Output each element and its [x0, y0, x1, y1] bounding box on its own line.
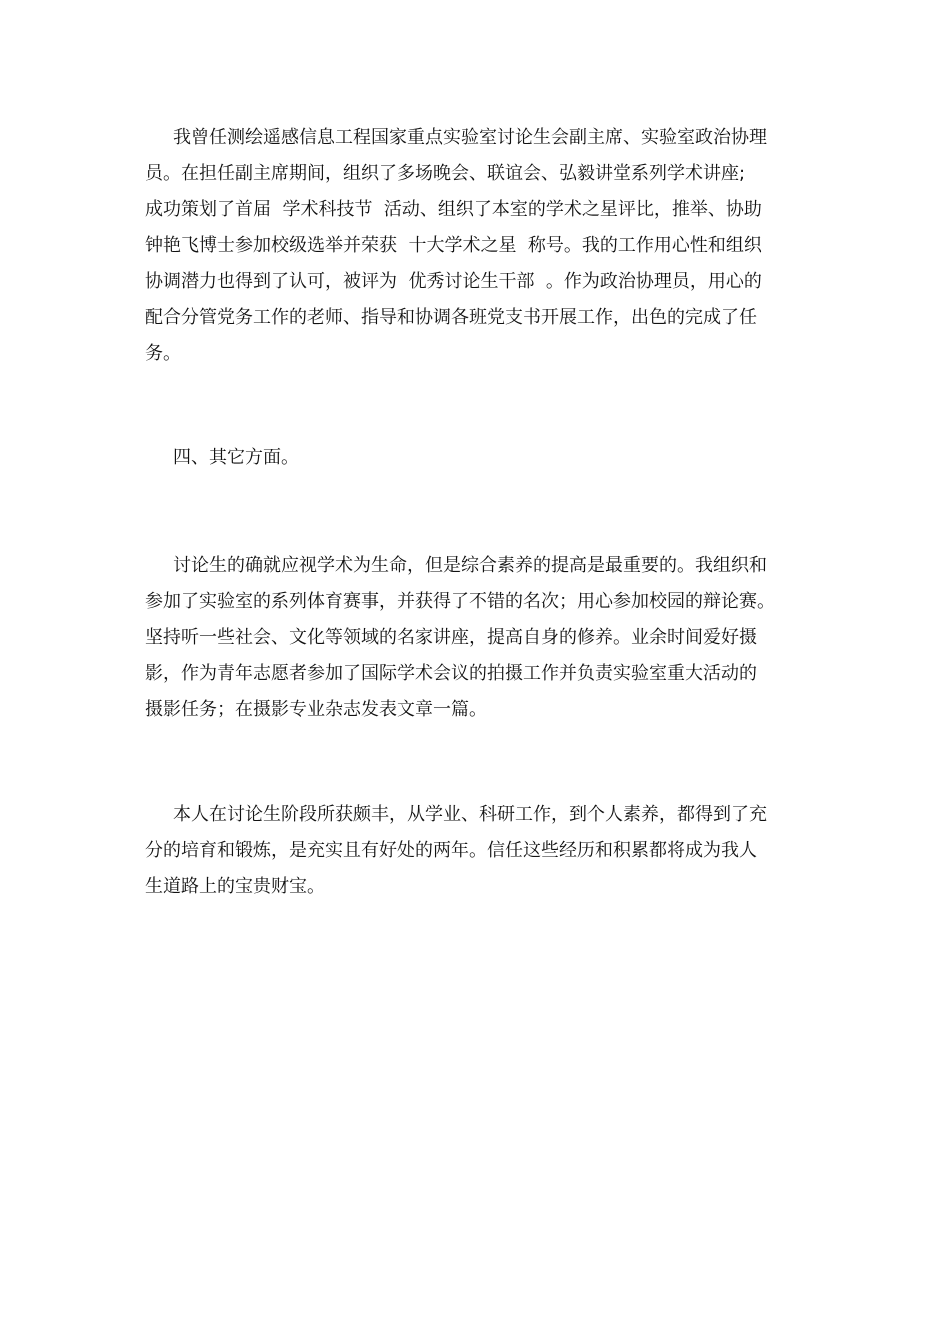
- paragraph-2-line-2: 参加了实验室的系列体育赛事，并获得了不错的名次；用心参加校园的辩论赛。: [145, 591, 775, 612]
- paragraph-1-line-5: 协调潜力也得到了认可，被评为 优秀讨论生干部 。作为政治协理员，用心的: [145, 271, 762, 292]
- paragraph-1-line-4: 钟艳飞博士参加校级选举并荣获 十大学术之星 称号。我的工作用心性和组织: [145, 235, 762, 256]
- paragraph-3-line-1: 本人在讨论生阶段所获颇丰，从学业、科研工作，到个人素养，都得到了充: [173, 804, 767, 825]
- paragraph-2-line-3: 坚持听一些社会、文化等领域的名家讲座，提高自身的修养。业余时间爱好摄: [145, 627, 757, 648]
- paragraph-2-line-5: 摄影任务；在摄影专业杂志发表文章一篇。: [145, 699, 487, 720]
- paragraph-1-line-3: 成功策划了首届 学术科技节 活动、组织了本室的学术之星评比，推举、协助: [145, 199, 762, 220]
- paragraph-1-line-1: 我曾任测绘遥感信息工程国家重点实验室讨论生会副主席、实验室政治协理: [173, 127, 767, 148]
- paragraph-3-line-3: 生道路上的宝贵财宝。: [145, 876, 325, 897]
- section-heading-other-aspects: 四、其它方面。: [173, 447, 299, 468]
- paragraph-1-line-2: 员。在担任副主席期间，组织了多场晚会、联谊会、弘毅讲堂系列学术讲座;: [145, 163, 746, 184]
- paragraph-1-line-6: 配合分管党务工作的老师、指导和协调各班党支书开展工作，出色的完成了任: [145, 307, 757, 328]
- paragraph-1-line-7: 务。: [145, 343, 181, 364]
- paragraph-2-line-1: 讨论生的确就应视学术为生命，但是综合素养的提高是最重要的。我组织和: [173, 555, 767, 576]
- paragraph-3-line-2: 分的培育和锻炼，是充实且有好处的两年。信任这些经历和积累都将成为我人: [145, 840, 757, 861]
- paragraph-2-line-4: 影，作为青年志愿者参加了国际学术会议的拍摄工作并负责实验室重大活动的: [145, 663, 757, 684]
